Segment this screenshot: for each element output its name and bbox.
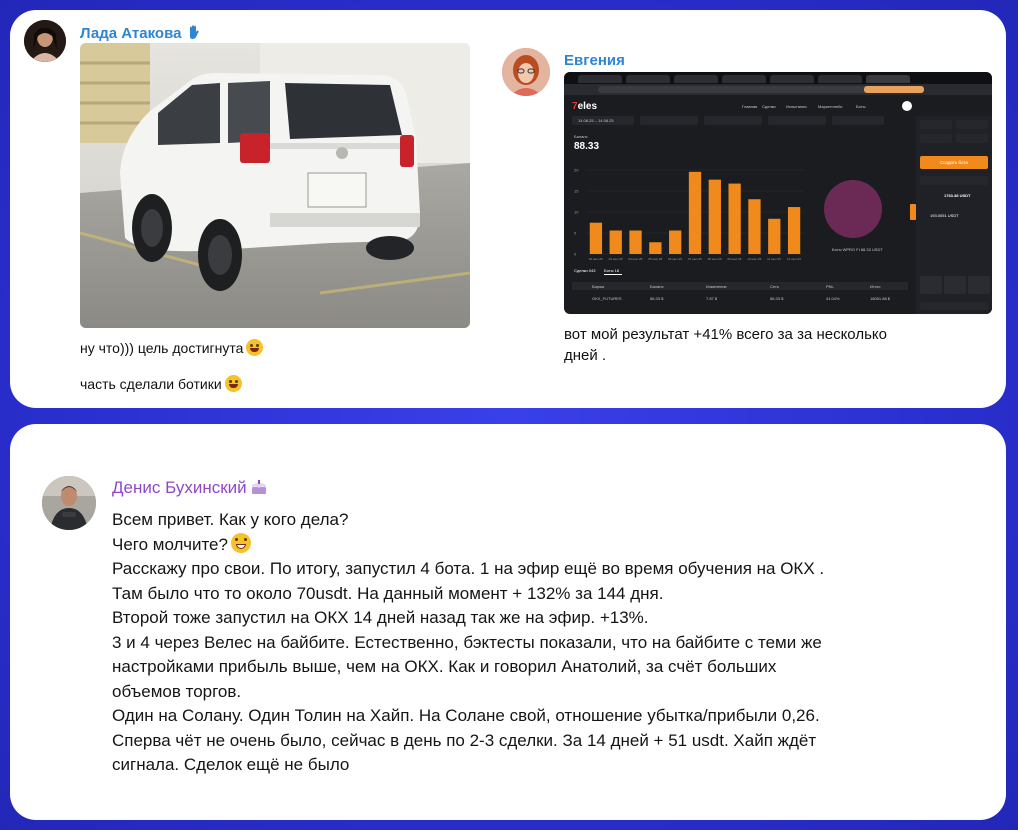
date-range-text: 14.08.25 – 14.08.25	[578, 118, 614, 123]
message-card-bottom	[10, 424, 1006, 820]
x-tick-label: 03 июл.25	[608, 257, 623, 261]
star-struck-emoji-icon	[225, 375, 242, 392]
chart-bar	[788, 207, 800, 254]
message-line: ну что))) цель достигнута	[80, 340, 244, 356]
sender-name-denis[interactable]	[112, 478, 268, 498]
balance-label: Баланс	[574, 134, 588, 139]
message-line: настройками прибыль выше, чем на ОКХ. Как и говорил Анатолий, за счёт больших	[112, 657, 777, 676]
panel-toggle[interactable]	[968, 276, 990, 294]
table-cell: 7.87 $	[706, 296, 718, 301]
sender-name-text: Лада Атакова	[80, 25, 182, 42]
message-line: Второй тоже запустил на ОКХ 14 дней назад так же на эфир. +13%.	[112, 608, 649, 627]
chart-bar	[610, 231, 622, 254]
table-header: Сеть	[770, 284, 779, 289]
x-tick-label: 06 июл.25	[668, 257, 682, 261]
table-header: Биржа	[592, 284, 604, 289]
message-text-lada-2	[80, 374, 242, 394]
message-text-lada-1	[80, 338, 263, 358]
deposit-value: 1763.38 USDT	[944, 193, 971, 198]
nav-item-tests[interactable]: Испытания	[786, 104, 807, 109]
panel-select[interactable]	[920, 134, 952, 143]
sender-name-evgenia[interactable]: Евгения	[564, 52, 625, 69]
table-header-row	[572, 282, 908, 290]
chart-bar	[728, 184, 740, 254]
nav-item-home[interactable]: Главная	[742, 104, 758, 109]
deposit-value-secondary: 193.0051 USDT	[930, 213, 959, 218]
tab-deals[interactable]: Сделки 043	[574, 268, 596, 273]
message-line	[112, 533, 824, 558]
table-header: Итого	[870, 284, 881, 289]
y-tick-label: 0	[574, 251, 577, 257]
pie-chart-slice	[824, 180, 882, 238]
message-line: Расскажу про свои. По итогу, запустил 4 бота. 1 на эфир ещё во время обучения на ОКХ .	[112, 559, 825, 578]
message-line: часть сделали ботики	[80, 376, 222, 392]
trading-dashboard-screenshot[interactable]	[564, 72, 992, 314]
x-tick-label: 11 июл.25	[767, 257, 781, 261]
x-tick-label: 05 июл.25	[648, 257, 663, 261]
chart-bar	[709, 180, 721, 254]
message-line: 3 и 4 через Велес на байбите. Естественно, бэктесты показали, что на байбите с теми же	[112, 632, 822, 652]
message-line: Там было что то около 70usdt. На данный момент + 132% за 144 дня.	[112, 583, 664, 603]
tab-underline	[604, 274, 622, 275]
chart-bar	[748, 199, 760, 254]
message-line-text: Чего молчите?	[112, 534, 228, 554]
nav-item-deals[interactable]: Сделки	[762, 104, 776, 109]
y-tick-label: 10	[574, 209, 579, 215]
panel-toggle[interactable]	[920, 276, 942, 294]
x-tick-label: 09 июл.25	[727, 257, 742, 261]
scroll-handle[interactable]	[910, 204, 916, 220]
panel-date-field[interactable]	[920, 176, 988, 185]
message-line: дней .	[564, 347, 607, 364]
create-bot-button[interactable]: Создать бота	[920, 156, 988, 169]
table-header: PNL	[826, 284, 834, 289]
chart-legend: Боты WPRO FI 88.33 USDT	[832, 247, 883, 252]
avatar-evgenia[interactable]	[502, 48, 550, 96]
dashboard-logo: 7eles	[572, 101, 598, 112]
y-tick-label: 15	[574, 188, 579, 194]
message-card-top	[10, 10, 1006, 408]
x-tick-label: 12 июл.25	[786, 257, 801, 261]
laughing-tears-emoji-icon	[246, 339, 263, 356]
x-tick-label: 04 июл.25	[628, 257, 643, 261]
chart-bar	[629, 231, 641, 254]
message-line: Всем привет. Как у кого дела?	[112, 510, 349, 529]
chart-bar	[689, 172, 701, 254]
panel-select[interactable]	[920, 120, 952, 129]
y-tick-label: 20	[574, 167, 579, 173]
x-tick-label: 02 июл.25	[588, 257, 603, 261]
nav-item-market[interactable]: Маркетплейс	[818, 104, 843, 109]
message-line: вот мой результат +41% всего за за несколько	[564, 326, 887, 343]
panel-toggle[interactable]	[944, 276, 966, 294]
message-line: объемов торгов.	[112, 681, 242, 701]
sender-name-lada[interactable]	[80, 24, 202, 42]
waving-hand-icon	[186, 24, 202, 40]
y-tick-label: 5	[574, 230, 577, 236]
message-line: сигнала. Сделок ещё не было	[112, 755, 350, 774]
table-cell: 88.33 $	[650, 296, 664, 301]
message-line: Сперва чёт не очень было, сейчас в день по 2-3 сделки. За 14 дней + 51 usdt. Хайп ждёт	[112, 730, 817, 750]
avatar-denis[interactable]	[42, 476, 96, 530]
grinning-emoji-icon	[231, 533, 251, 553]
chart-bar	[649, 242, 661, 254]
x-tick-label: 08 июл.25	[707, 257, 722, 261]
x-tick-label: 10 июл.25	[747, 257, 762, 261]
table-header: Баланс	[650, 284, 664, 289]
table-cell: 18051.88 $	[870, 296, 891, 301]
table-cell: OKX_FUTURES	[592, 296, 622, 301]
chart-bar	[669, 231, 681, 254]
nav-item-bots[interactable]: Боты	[856, 104, 866, 109]
tab-bots[interactable]: Боты 18	[604, 268, 620, 273]
message-text-denis	[112, 508, 824, 778]
chart-bar	[768, 219, 780, 254]
sender-name-text: Денис Бухинский	[112, 478, 247, 497]
cake-icon	[250, 479, 268, 495]
car-photo[interactable]	[80, 43, 470, 328]
panel-footer-button[interactable]	[920, 302, 988, 310]
panel-select[interactable]	[956, 120, 988, 129]
message-line: Один на Солану. Один Толин на Хайп. На Солане свой, отношение убытка/прибыли 0,26.	[112, 706, 820, 725]
table-header: Изменение	[706, 284, 727, 289]
panel-select[interactable]	[956, 134, 988, 143]
table-cell: 88.33 $	[770, 296, 784, 301]
message-text-evgenia	[564, 324, 887, 366]
x-tick-label: 07 июл.25	[687, 257, 702, 261]
chart-bar	[590, 223, 602, 254]
balance-value: 88.33	[574, 141, 600, 152]
table-cell: 41.04%	[826, 296, 840, 301]
avatar-lada[interactable]	[24, 20, 66, 62]
